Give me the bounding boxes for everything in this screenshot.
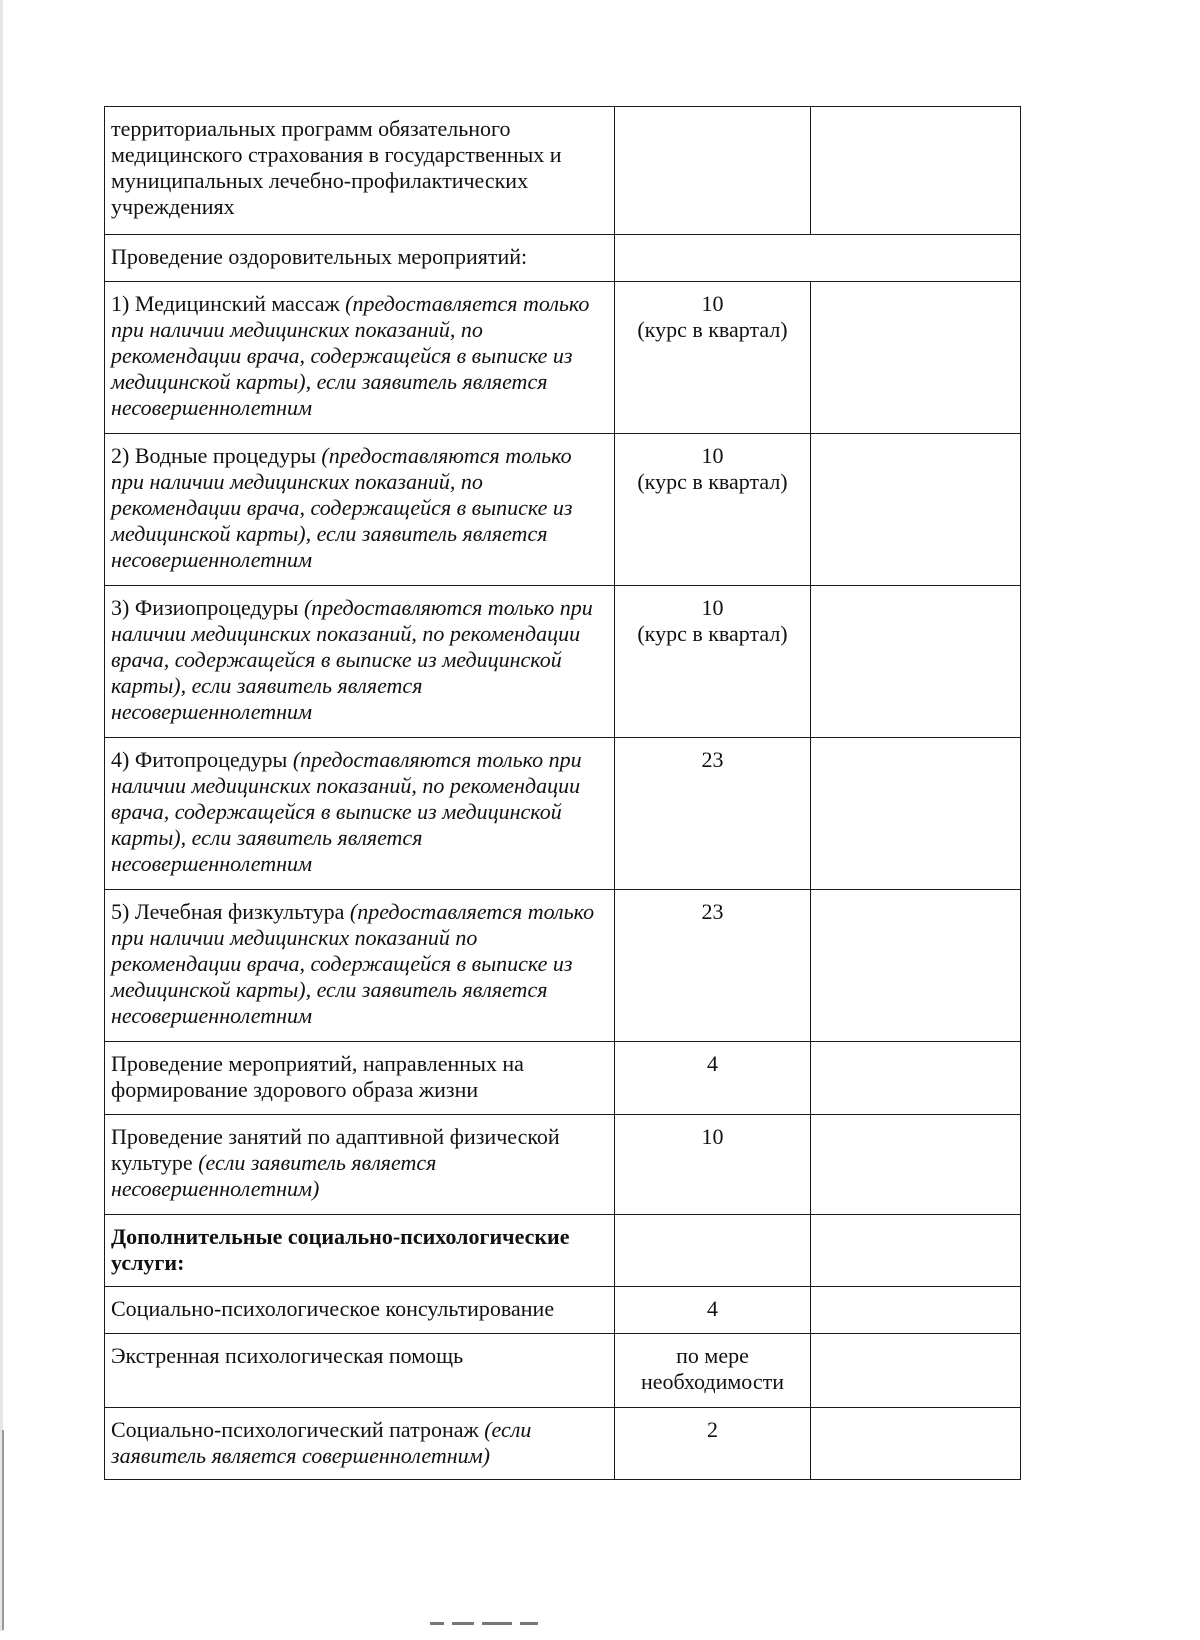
scan-artifact (430, 1622, 570, 1627)
service-cell (105, 1408, 615, 1480)
extra-cell (811, 890, 1021, 1042)
table-row (105, 235, 1021, 282)
quantity-value: 2 (707, 1417, 718, 1442)
quantity-cell (615, 586, 811, 738)
quantity-cell (615, 1115, 811, 1215)
table-row (105, 1115, 1021, 1215)
quantity-note: (курс в квартал) (637, 621, 788, 646)
service-name: 2) Водные процедуры (111, 443, 322, 468)
quantity-value: 10 (701, 1124, 724, 1149)
table-row (105, 586, 1021, 738)
table-row (105, 1287, 1021, 1334)
service-note: (предоставляются только при наличии медицинских показаний, по рекомендации врача, содержащейся в выписке из медицинской карты), если заявитель является несовершеннолетним (111, 443, 573, 572)
extra-cell (811, 1215, 1021, 1287)
quantity-cell (615, 1334, 811, 1408)
quantity-note: (курс в квартал) (637, 317, 788, 342)
extra-cell (811, 1287, 1021, 1334)
table-row (105, 434, 1021, 586)
quantity-cell (615, 282, 811, 434)
extra-cell (811, 1334, 1021, 1408)
quantity-cell (615, 1408, 811, 1480)
service-cell (105, 282, 615, 434)
service-name: Социально-психологическое консультирование (111, 1296, 555, 1321)
service-note: (предоставляются только при наличии медицинских показаний, по рекомендации врача, содержащейся в выписке из медицинской карты), если заявитель является несовершеннолетним (111, 595, 593, 724)
service-note: (предоставляется только при наличии медицинских показаний, по рекомендации врача, содержащейся в выписке из медицинской карты), если заявитель является несовершеннолетним (111, 291, 590, 420)
service-name: Проведение занятий по адаптивной физической культуре (111, 1124, 560, 1175)
quantity-cell (615, 1287, 811, 1334)
extra-cell (811, 738, 1021, 890)
section-heading: Проведение оздоровительных мероприятий: (111, 244, 528, 269)
service-cell (105, 1334, 615, 1408)
service-note: (предоставляется только при наличии медицинских показаний по рекомендации врача, содержащейся в выписке из медицинской карты), если заявитель является несовершеннолетним (111, 899, 595, 1028)
quantity-value: 10 (701, 595, 724, 620)
scan-left-edge (0, 0, 3, 1631)
table-row (105, 890, 1021, 1042)
extra-cell (811, 107, 1021, 235)
service-name: Социально-психологический патронаж (111, 1417, 485, 1442)
quantity-value: 10 (701, 443, 724, 468)
scan-left-edge-shadow (2, 1430, 4, 1630)
service-note: (предоставляются только при наличии медицинских показаний, по рекомендации врача, содержащейся в выписке из медицинской карты), если заявитель является несовершеннолетним (111, 747, 582, 876)
section-heading: Дополнительные социально-психологические услуги: (111, 1224, 570, 1275)
service-name: 4) Фитопроцедуры (111, 747, 293, 772)
quantity-value: 4 (707, 1051, 718, 1076)
quantity-value: 23 (701, 747, 724, 772)
quantity-value: 23 (701, 899, 724, 924)
table-row (105, 1334, 1021, 1408)
extra-cell (811, 1115, 1021, 1215)
quantity-cell (615, 1042, 811, 1115)
quantity-value: по мере необходимости (640, 1343, 784, 1394)
service-cell (105, 1215, 615, 1287)
table-row (105, 1215, 1021, 1287)
table-row (105, 1408, 1021, 1480)
service-name: 1) Медицинский массаж (111, 291, 346, 316)
quantity-cell (615, 738, 811, 890)
extra-cell (811, 282, 1021, 434)
service-note: (если заявитель является совершеннолетним) (111, 1417, 532, 1468)
service-cell (105, 1115, 615, 1215)
service-cell (105, 107, 615, 235)
table-row (105, 282, 1021, 434)
extra-cell (811, 1408, 1021, 1480)
quantity-value: 4 (707, 1296, 718, 1321)
quantity-cell (615, 890, 811, 1042)
quantity-cell (615, 107, 811, 235)
service-cell (105, 1287, 615, 1334)
extra-cell (811, 434, 1021, 586)
quantity-note: (курс в квартал) (637, 469, 788, 494)
service-name: 3) Физиопроцедуры (111, 595, 304, 620)
table-row (105, 107, 1021, 235)
service-cell (105, 586, 615, 738)
services-table (104, 106, 1021, 1480)
quantity-cell (615, 235, 1021, 282)
extra-cell (811, 1042, 1021, 1115)
service-cell (105, 738, 615, 890)
service-name: Проведение мероприятий, направленных на формирование здорового образа жизни (111, 1051, 524, 1102)
table-row (105, 1042, 1021, 1115)
service-name: территориальных программ обязательного медицинского страхования в государственных и муниципальных лечебно-профилактических учреждениях (111, 116, 562, 219)
service-name: Экстренная психологическая помощь (111, 1343, 464, 1368)
service-cell (105, 434, 615, 586)
service-cell (105, 1042, 615, 1115)
quantity-cell (615, 434, 811, 586)
service-name: 5) Лечебная физкультура (111, 899, 350, 924)
quantity-value: 10 (701, 291, 724, 316)
extra-cell (811, 586, 1021, 738)
quantity-cell (615, 1215, 811, 1287)
table-row (105, 738, 1021, 890)
service-cell (105, 235, 615, 282)
service-note: (если заявитель является несовершеннолетним) (111, 1150, 437, 1201)
service-cell (105, 890, 615, 1042)
